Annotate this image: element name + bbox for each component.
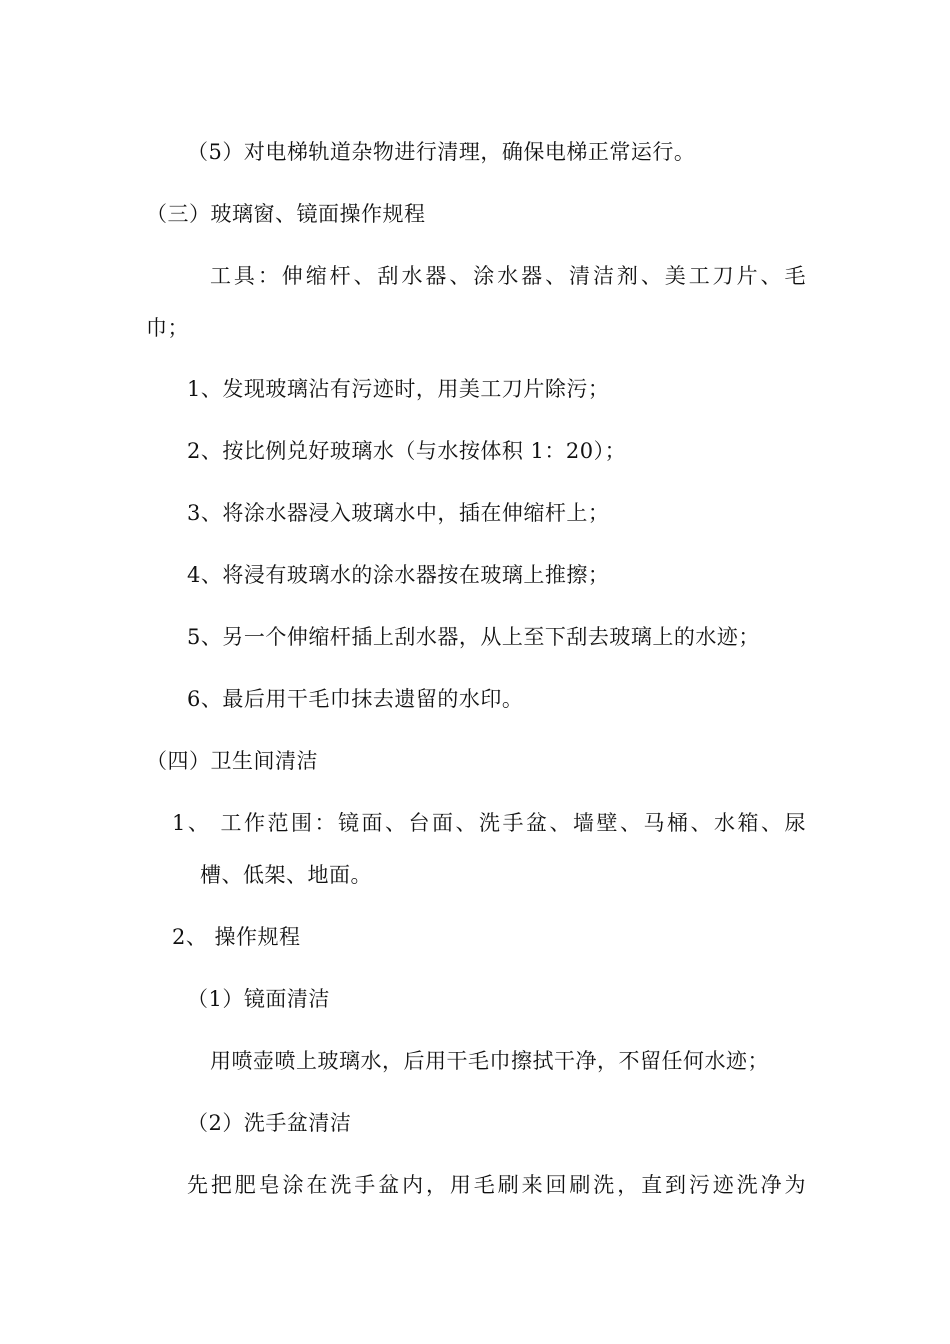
subheading-mirror-cleaning: （1）镜面清洁 [187,987,330,1011]
step-3: 3、将涂水器浸入玻璃水中，插在伸缩杆上； [187,501,610,525]
step-1: 1、发现玻璃沾有污迹时，用美工刀片除污； [187,377,610,401]
step-4: 4、将浸有玻璃水的涂水器按在玻璃上推擦； [187,563,610,587]
step-6: 6、最后用干毛巾抹去遗留的水印。 [187,687,524,711]
washbasin-cleaning-text: 先把肥皂涂在洗手盆内，用毛刷来回刷洗，直到污迹洗净为 [187,1173,806,1197]
section-heading-glass-mirror: （三）玻璃窗、镜面操作规程 [146,202,426,226]
text-line-elevator-track: （5）对电梯轨道杂物进行清理，确保电梯正常运行。 [187,140,696,164]
mirror-cleaning-text: 用喷壶喷上玻璃水，后用干毛巾擦拭干净，不留任何水迹； [210,1049,769,1073]
section-heading-restroom: （四）卫生间清洁 [146,749,318,773]
step-2: 2、按比例兑好玻璃水（与水按体积 1：20）； [187,439,627,463]
step-5: 5、另一个伸缩杆插上刮水器，从上至下刮去玻璃上的水迹； [187,625,760,649]
tools-line: 工具：伸缩杆、刮水器、涂水器、清洁剂、美工刀片、毛 [210,264,806,288]
tools-line-continuation: 巾； [146,316,189,340]
work-scope-line: 1、 工作范围：镜面、台面、洗手盆、墙壁、马桶、水箱、尿 [172,811,806,835]
subheading-washbasin-cleaning: （2）洗手盆清洁 [187,1111,352,1135]
operating-procedure-heading: 2、 操作规程 [172,925,301,949]
work-scope-continuation: 槽、低架、地面。 [200,863,372,887]
